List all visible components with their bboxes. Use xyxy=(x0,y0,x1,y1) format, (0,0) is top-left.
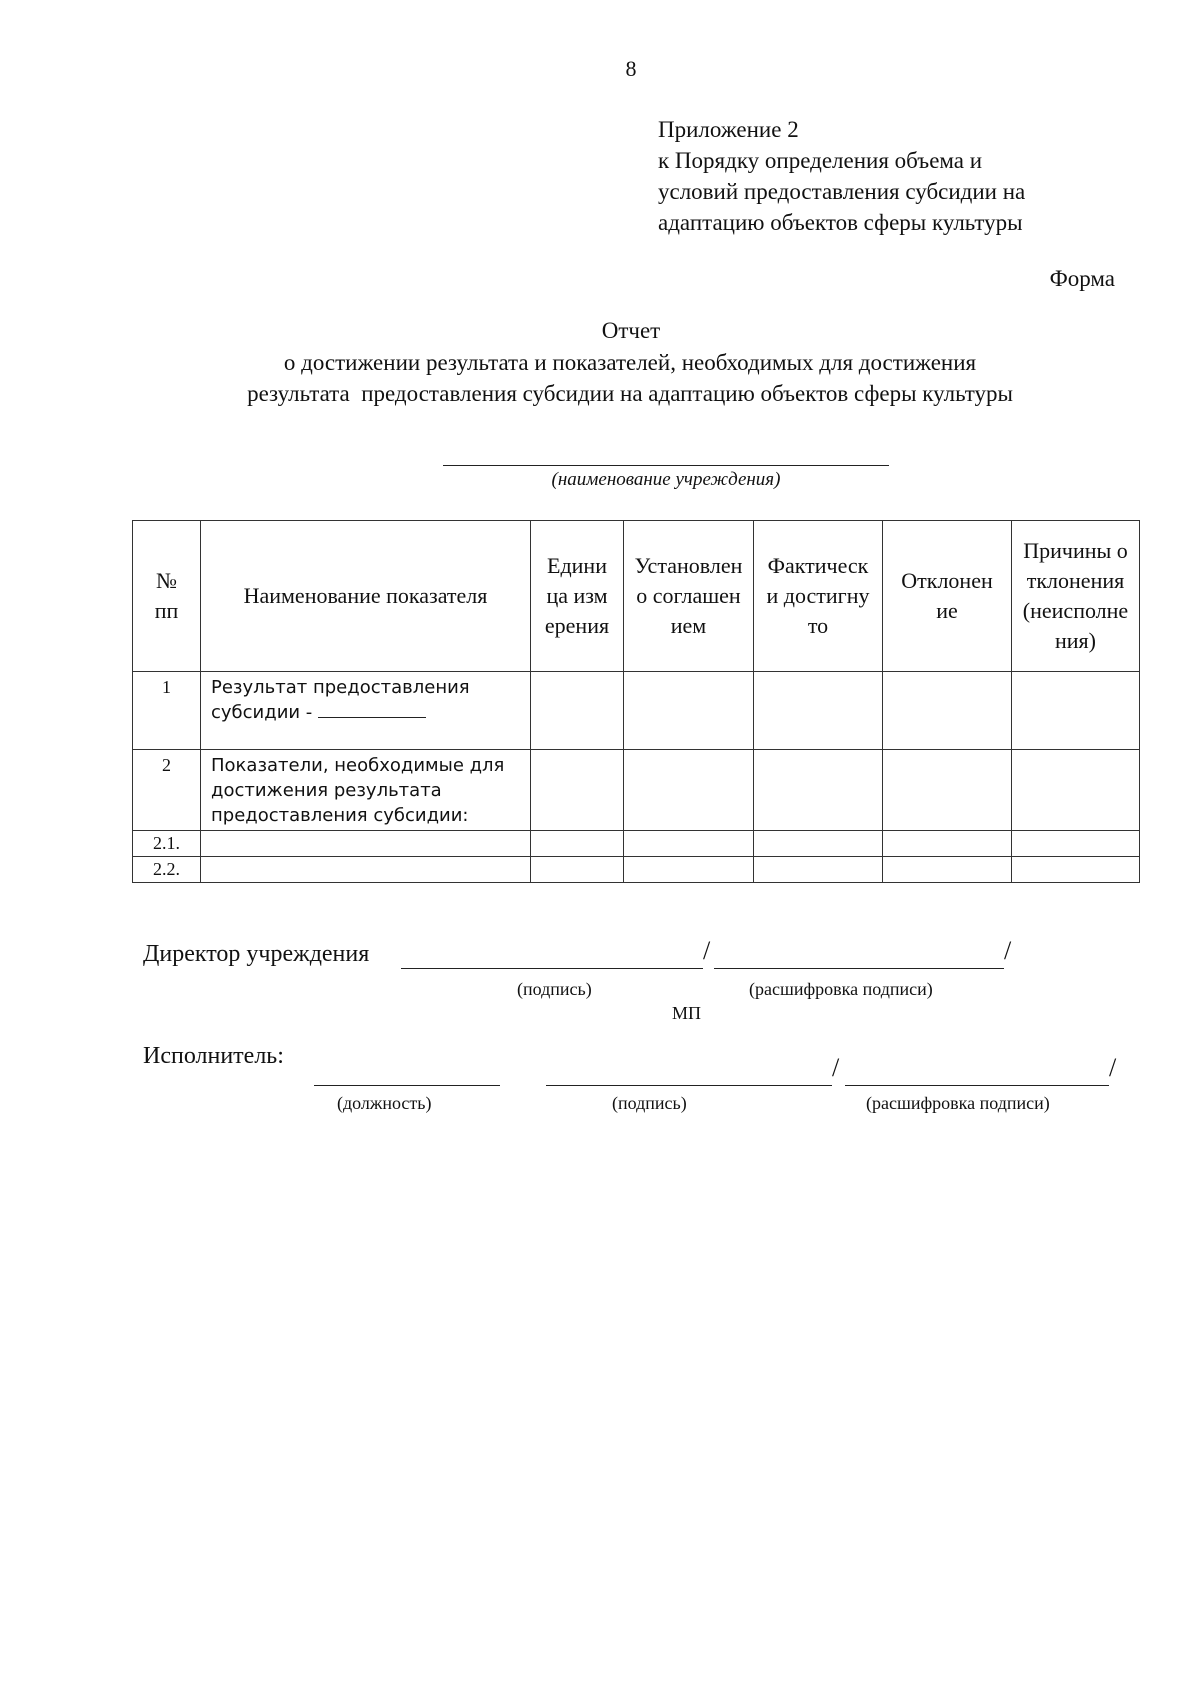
cell-reasons[interactable] xyxy=(1012,672,1140,750)
row-number: 2.2. xyxy=(133,857,201,883)
header-planned: Установлено соглашением xyxy=(624,521,754,672)
header-actual: Фактически достигнуто xyxy=(754,521,883,672)
appendix-line: условий предоставления субсидии на xyxy=(658,179,1026,204)
appendix-line: к Порядку определения объема и xyxy=(658,148,983,173)
indicator-name-cell xyxy=(201,672,531,750)
header-unit: Единица измерения xyxy=(531,521,624,672)
cell-unit[interactable] xyxy=(531,672,624,750)
cell-actual[interactable] xyxy=(754,672,883,750)
table-row xyxy=(133,831,1140,857)
row-number: 1 xyxy=(133,672,201,750)
result-blank-line xyxy=(318,701,426,718)
page-number: 8 xyxy=(625,56,637,81)
indicator-name: Показатели, необходимые для достижения результата предоставления субсидии: xyxy=(201,750,531,831)
executor-position-line[interactable] xyxy=(314,1085,500,1086)
director-decoding-caption: (расшифровка подписи) xyxy=(749,979,933,999)
table-row xyxy=(133,672,1140,750)
appendix-line: адаптацию объектов сферы культуры xyxy=(658,210,1023,235)
director-decoding-line[interactable] xyxy=(714,968,1004,969)
header-no: № пп xyxy=(133,521,201,672)
executor-slash-end: / xyxy=(1109,1053,1117,1082)
director-signature-caption: (подпись) xyxy=(517,979,592,999)
institution-blank-line xyxy=(443,465,889,466)
cell-actual[interactable] xyxy=(754,750,883,831)
institution-caption: (наименование учреждения) xyxy=(551,469,781,490)
executor-position-caption: (должность) xyxy=(337,1093,432,1113)
cell-planned[interactable] xyxy=(624,857,754,883)
table-row xyxy=(133,857,1140,883)
cell-actual[interactable] xyxy=(754,831,883,857)
executor-label: Исполнитель: xyxy=(143,1043,284,1069)
cell-reasons[interactable] xyxy=(1012,831,1140,857)
appendix-header xyxy=(658,114,1025,238)
cell-actual[interactable] xyxy=(754,857,883,883)
cell-reasons[interactable] xyxy=(1012,750,1140,831)
appendix-line: Приложение 2 xyxy=(658,117,799,142)
indicator-name: Результат предоставления субсидии - xyxy=(211,677,470,723)
report-title: Отчет xyxy=(601,318,661,343)
table-row xyxy=(133,750,1140,831)
cell-unit[interactable] xyxy=(531,831,624,857)
report-subtitle-line: результата предоставления субсидии на адаптацию объектов сферы культуры xyxy=(247,381,1013,406)
indicator-name[interactable] xyxy=(201,831,531,857)
executor-signature-caption: (подпись) xyxy=(612,1093,687,1113)
report-subtitle xyxy=(180,347,1080,409)
cell-deviation[interactable] xyxy=(883,831,1012,857)
row-number: 2 xyxy=(133,750,201,831)
cell-planned[interactable] xyxy=(624,750,754,831)
director-label: Директор учреждения xyxy=(143,941,370,967)
director-signature-line[interactable] xyxy=(401,968,703,969)
cell-deviation[interactable] xyxy=(883,857,1012,883)
indicators-table xyxy=(132,520,1140,883)
cell-unit[interactable] xyxy=(531,857,624,883)
director-slash: / xyxy=(703,936,711,965)
form-label: Форма xyxy=(1049,266,1115,291)
executor-decoding-caption: (расшифровка подписи) xyxy=(866,1093,1050,1113)
cell-reasons[interactable] xyxy=(1012,857,1140,883)
row-number: 2.1. xyxy=(133,831,201,857)
cell-deviation[interactable] xyxy=(883,750,1012,831)
stamp-label: МП xyxy=(672,1003,702,1023)
header-reasons: Причины отклонения (неисполнения) xyxy=(1012,521,1140,672)
header-name: Наименование показателя xyxy=(201,521,531,672)
cell-deviation[interactable] xyxy=(883,672,1012,750)
executor-slash: / xyxy=(832,1053,840,1082)
cell-planned[interactable] xyxy=(624,672,754,750)
cell-unit[interactable] xyxy=(531,750,624,831)
header-deviation: Отклонение xyxy=(883,521,1012,672)
executor-decoding-line[interactable] xyxy=(845,1085,1109,1086)
indicator-name[interactable] xyxy=(201,857,531,883)
director-slash-end: / xyxy=(1004,936,1012,965)
report-subtitle-line: о достижении результата и показателей, необходимых для достижения xyxy=(283,350,977,375)
cell-planned[interactable] xyxy=(624,831,754,857)
table-header-row xyxy=(133,521,1140,672)
executor-signature-line[interactable] xyxy=(546,1085,832,1086)
